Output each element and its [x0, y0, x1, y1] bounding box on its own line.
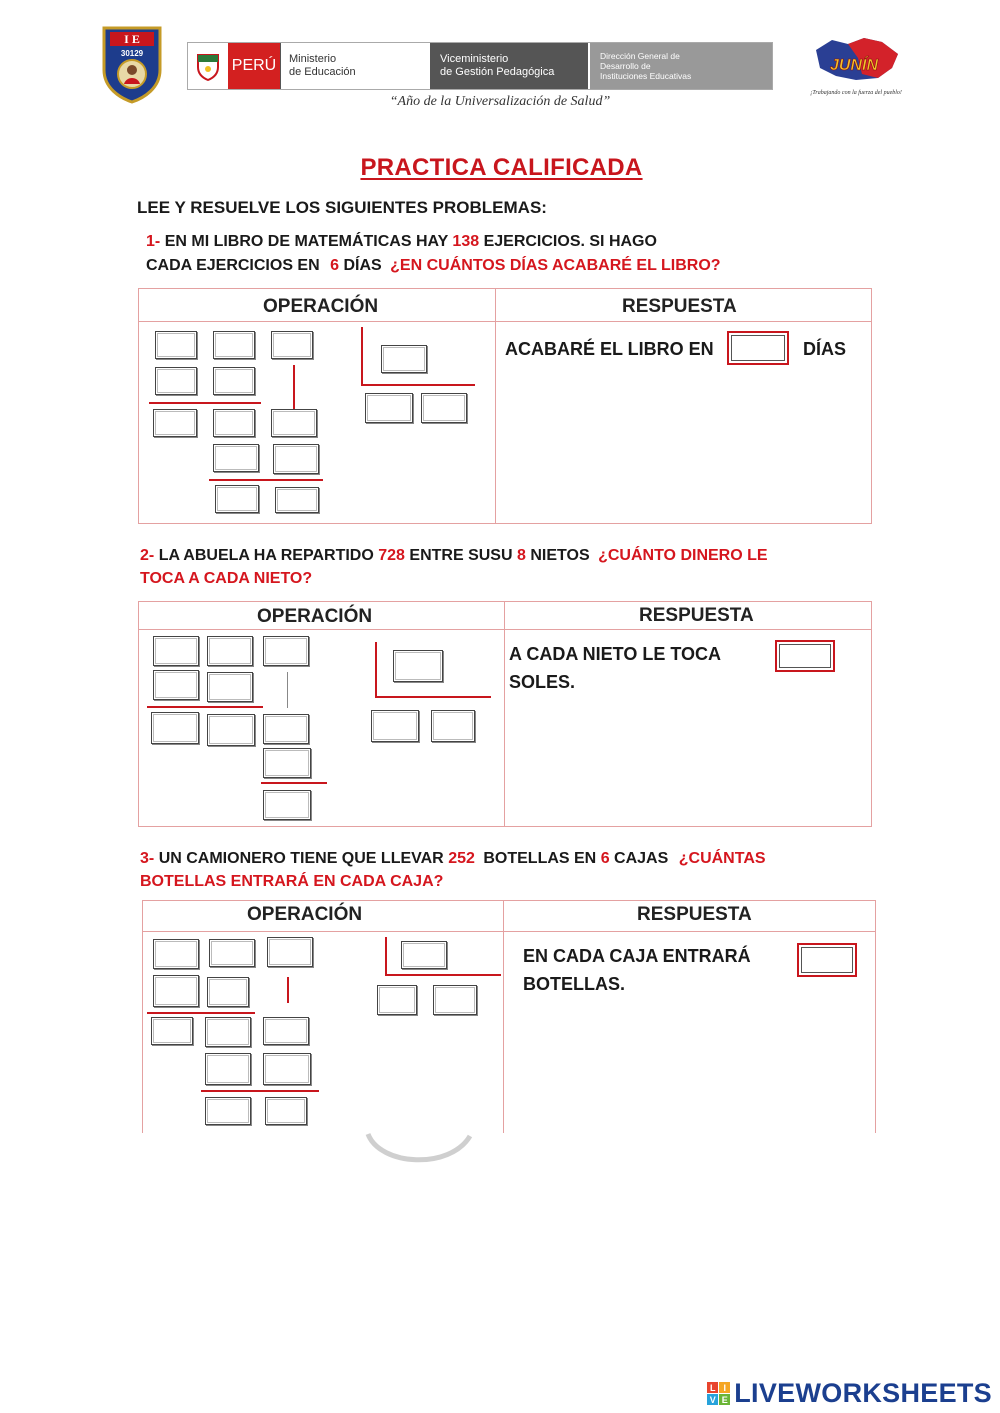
liveworksheets-logo-icon [707, 1382, 730, 1405]
problem-2-value-1: 728 [378, 547, 405, 564]
problem-3-operation-header: OPERACIÓN [247, 904, 363, 925]
decorative-arc [360, 1130, 480, 1170]
problem-3-answer-prefix: EN CADA CAJA ENTRARÁ [523, 946, 751, 966]
problem-2-text-a: LA ABUELA HA REPARTIDO [158, 547, 374, 564]
divisor-box[interactable] [381, 345, 427, 373]
ministry-label: Ministerio de Educación [280, 43, 430, 89]
divisor-box[interactable] [393, 650, 443, 682]
problem-1-text-c: CADA EJERCICIOS EN [146, 257, 320, 274]
quotient-box[interactable] [377, 985, 417, 1015]
digit-box[interactable] [155, 331, 197, 359]
year-motto: “Año de la Universalización de Salud” [389, 94, 611, 109]
problem-3-table [142, 900, 876, 1133]
problem-2-answer-prefix: A CADA NIETO LE TOCA [509, 644, 722, 664]
digit-box[interactable] [267, 937, 313, 967]
digit-box[interactable] [213, 444, 259, 472]
problem-1-answer-box[interactable] [727, 331, 789, 365]
digit-box[interactable] [263, 748, 311, 778]
instructions: LEE Y RESUELVE LOS SIGUIENTES PROBLEMAS: [137, 198, 547, 217]
problem-3-line-1 [140, 847, 766, 870]
problem-3-question-a: ¿CUÁNTAS [678, 850, 766, 867]
digit-box[interactable] [209, 939, 255, 967]
digit-box[interactable] [213, 409, 255, 437]
problem-2-value-2: 8 [516, 547, 526, 564]
ministry-banner [187, 42, 773, 90]
digit-box[interactable] [207, 714, 255, 746]
digit-box[interactable] [205, 1097, 251, 1125]
problem-3-question-b: BOTELLAS ENTRARÁ EN CADA CAJA? [140, 873, 444, 890]
digit-box[interactable] [213, 367, 255, 395]
quotient-box[interactable] [365, 393, 413, 423]
problem-3-statement [140, 847, 766, 893]
quotient-box[interactable] [371, 710, 419, 742]
problem-3-value-2: 6 [600, 850, 610, 867]
digit-box[interactable] [153, 636, 199, 666]
problem-1-line-1 [146, 230, 721, 253]
logo-letter-i: I [719, 1382, 730, 1393]
page-title: PRACTICA CALIFICADA [360, 154, 643, 181]
problem-3-answer-box[interactable] [797, 943, 857, 977]
digit-box[interactable] [151, 1017, 193, 1045]
school-logo-text-top: I E [124, 32, 140, 46]
quotient-box[interactable] [433, 985, 477, 1015]
problem-1-value-1: 138 [452, 233, 480, 250]
problem-3-text-a: UN CAMIONERO TIENE QUE LLEVAR [158, 850, 444, 867]
divisor-box[interactable] [401, 941, 447, 969]
problem-2-text-c: NIETOS [530, 547, 590, 564]
problem-3-value-1: 252 [448, 850, 475, 867]
quotient-box[interactable] [421, 393, 467, 423]
problem-2-text-b: ENTRE SUSU [409, 547, 513, 564]
problem-3-text-c: CAJAS [614, 850, 669, 867]
region-logo [808, 34, 904, 98]
problem-2-operation-header: OPERACIÓN [257, 606, 373, 627]
problem-1-value-2: 6 [330, 257, 340, 274]
problem-1-answer-prefix: ACABARÉ EL LIBRO EN [505, 339, 714, 359]
digit-box[interactable] [207, 672, 253, 702]
problem-1-text-b: EJERCICIOS. SI HAGO [483, 233, 657, 250]
logo-letter-l: L [707, 1382, 718, 1393]
problem-3-text-b: BOTELLAS EN [483, 850, 597, 867]
viceministry-label: Viceministerio de Gestión Pedagógica [430, 43, 588, 89]
problem-1-question: ¿EN CUÁNTOS DÍAS ACABARÉ EL LIBRO? [390, 257, 721, 274]
digit-box[interactable] [273, 444, 319, 474]
logo-letter-v: V [707, 1394, 718, 1405]
digit-box[interactable] [263, 790, 311, 820]
problem-1-text-a: EN MI LIBRO DE MATEMÁTICAS HAY [164, 233, 448, 250]
problem-1-table [138, 288, 872, 524]
problem-1-text-d: DÍAS [343, 257, 382, 274]
digit-box[interactable] [155, 367, 197, 395]
digit-box[interactable] [151, 712, 199, 744]
junin-region-icon [808, 34, 904, 98]
digit-box[interactable] [275, 487, 319, 513]
region-name: JUNÍN [829, 57, 879, 74]
liveworksheets-brand: LIVEWORKSHEETS [734, 1378, 992, 1408]
problem-1-answer-suffix: DÍAS [803, 339, 847, 359]
logo-letter-e: E [719, 1394, 730, 1405]
quotient-box[interactable] [431, 710, 475, 742]
peru-label: PERÚ [228, 43, 280, 89]
digit-box[interactable] [215, 485, 259, 513]
school-logo-number: 30129 [120, 49, 144, 58]
problem-2-number: 2- [140, 547, 155, 564]
digit-box[interactable] [271, 409, 317, 437]
school-logo [100, 24, 164, 104]
digit-box[interactable] [263, 1017, 309, 1045]
problem-2-answer-header: RESPUESTA [639, 605, 754, 626]
problem-1-line-2 [146, 254, 721, 277]
problem-1-number: 1- [146, 233, 161, 250]
region-slogan: ¡Trabajando con la fuerza del pueblo! [810, 90, 902, 96]
problem-3-answer-header: RESPUESTA [637, 904, 752, 925]
problem-2-statement [140, 544, 768, 590]
problem-2-answer-suffix: SOLES. [509, 672, 576, 692]
problem-3-answer-suffix: BOTELLAS. [523, 974, 625, 994]
digit-box[interactable] [207, 636, 253, 666]
digit-box[interactable] [263, 636, 309, 666]
digit-box[interactable] [205, 1053, 251, 1085]
problem-1-operation-header: OPERACIÓN [263, 296, 379, 317]
digit-box[interactable] [263, 1053, 311, 1085]
problem-2-question-a: ¿CUÁNTO DINERO LE [598, 547, 768, 564]
problem-1-statement [146, 230, 721, 277]
digit-box[interactable] [153, 670, 199, 700]
problem-2-question-b: TOCA A CADA NIETO? [140, 570, 313, 587]
peru-coat-of-arms-icon [188, 43, 228, 89]
digit-box[interactable] [265, 1097, 307, 1125]
digit-box[interactable] [213, 331, 255, 359]
problem-2-answer-box[interactable] [775, 640, 835, 672]
direction-label: Dirección General de Desarrollo de Instituciones Educativas [588, 43, 772, 89]
digit-box[interactable] [207, 977, 249, 1007]
problem-2-table [138, 601, 872, 827]
school-shield-icon [100, 24, 164, 104]
digit-box[interactable] [153, 939, 199, 969]
digit-box[interactable] [153, 975, 199, 1007]
problem-1-answer-header: RESPUESTA [622, 296, 737, 317]
digit-box[interactable] [205, 1017, 251, 1047]
liveworksheets-footer[interactable] [707, 1378, 992, 1409]
digit-box[interactable] [263, 714, 309, 744]
digit-box[interactable] [271, 331, 313, 359]
problem-2-line-1 [140, 544, 768, 567]
digit-box[interactable] [153, 409, 197, 437]
problem-3-number: 3- [140, 850, 155, 867]
